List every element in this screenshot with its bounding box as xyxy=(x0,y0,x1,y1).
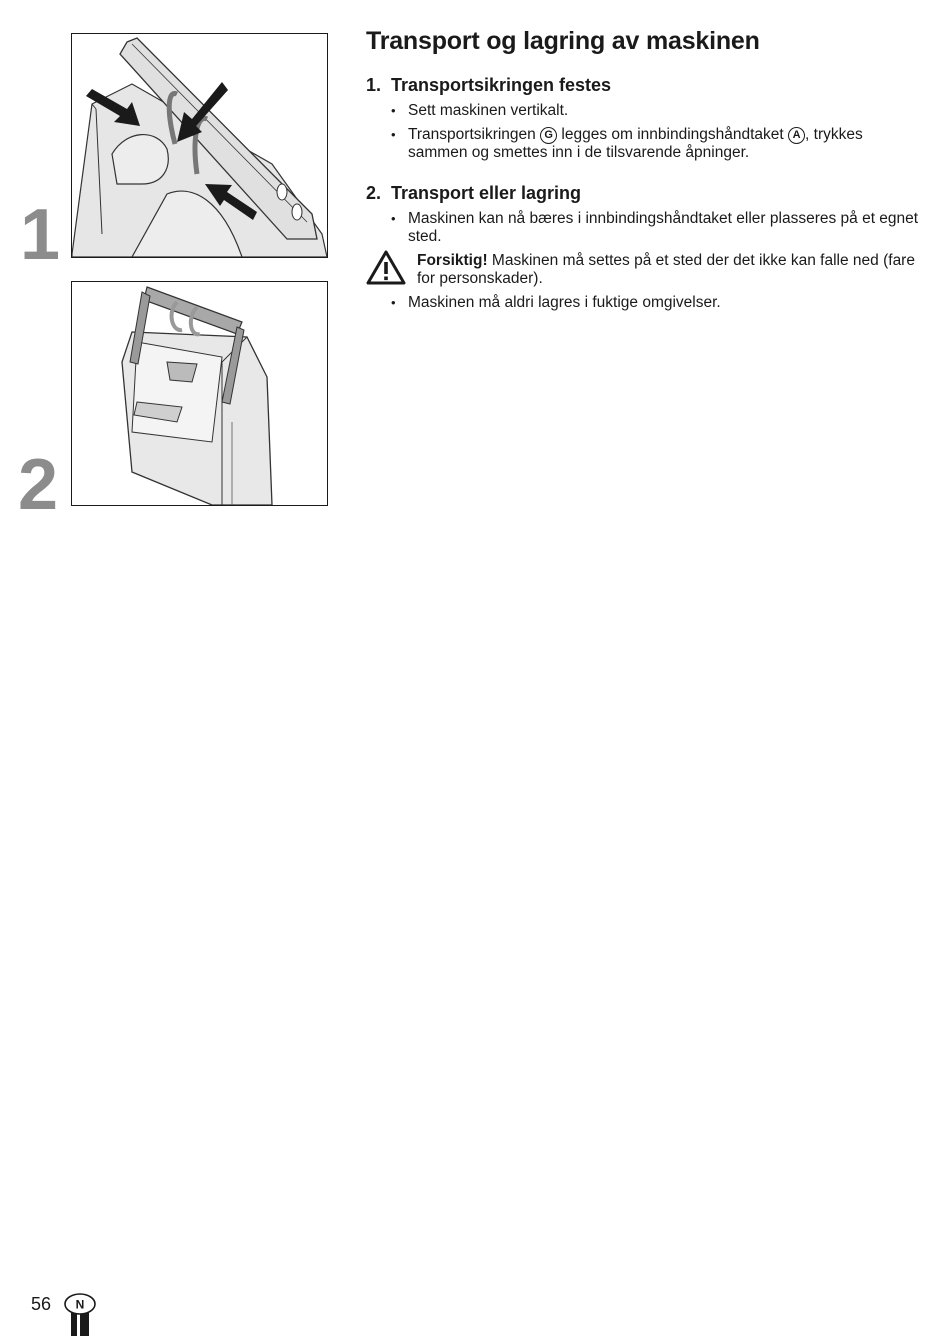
instruction-list xyxy=(366,294,926,312)
list-item-text: Transportsikringen xyxy=(408,126,541,143)
section-number: 1. xyxy=(366,75,382,95)
caution-label: Forsiktig! xyxy=(417,252,488,269)
list-item: • Sett maskinen vertikalt. xyxy=(366,102,926,120)
reference-marker-a: A xyxy=(788,127,805,144)
figure-1-illustration xyxy=(71,33,328,258)
language-badge xyxy=(64,1292,96,1341)
list-item-text: , trykkes sammen og smettes inn i de tilsvarende åpninger. xyxy=(408,126,863,161)
figure-2-illustration xyxy=(71,281,328,506)
list-item xyxy=(366,126,926,162)
figure-number-2: 2 xyxy=(18,445,59,525)
section-title: Transport eller lagring xyxy=(391,183,582,203)
section-title: Transportsikringen festes xyxy=(391,75,612,95)
language-code: N xyxy=(75,1297,85,1312)
section-number: 2. xyxy=(366,183,382,203)
instruction-list xyxy=(366,210,926,246)
warning-triangle-icon xyxy=(366,250,406,291)
reference-marker-g: G xyxy=(540,127,557,144)
list-item: • Maskinen må aldri lagres i fuktige omgivelser. xyxy=(366,294,926,312)
figure-number-1: 1 xyxy=(20,195,61,275)
page-title: Transport og lagring av maskinen xyxy=(366,27,760,55)
transport-lock-illustration xyxy=(72,34,327,257)
page-number: 56 xyxy=(31,1294,52,1314)
carrying-handle-illustration xyxy=(72,282,327,505)
section-heading xyxy=(366,183,926,204)
list-item-text: legges om innbindingshåndtaket xyxy=(557,126,789,143)
section-transport-lock xyxy=(366,75,926,168)
caution-note xyxy=(366,252,926,288)
list-item: • Maskinen kan nå bæres i innbindingshåndtaket eller plasseres på et egnet sted. xyxy=(366,210,926,246)
instruction-list xyxy=(366,102,926,162)
section-heading xyxy=(366,75,926,96)
caution-text: Maskinen må settes på et sted der det ikke kan falle ned (fare for personskader). xyxy=(417,252,915,287)
section-transport-storage xyxy=(366,183,926,318)
